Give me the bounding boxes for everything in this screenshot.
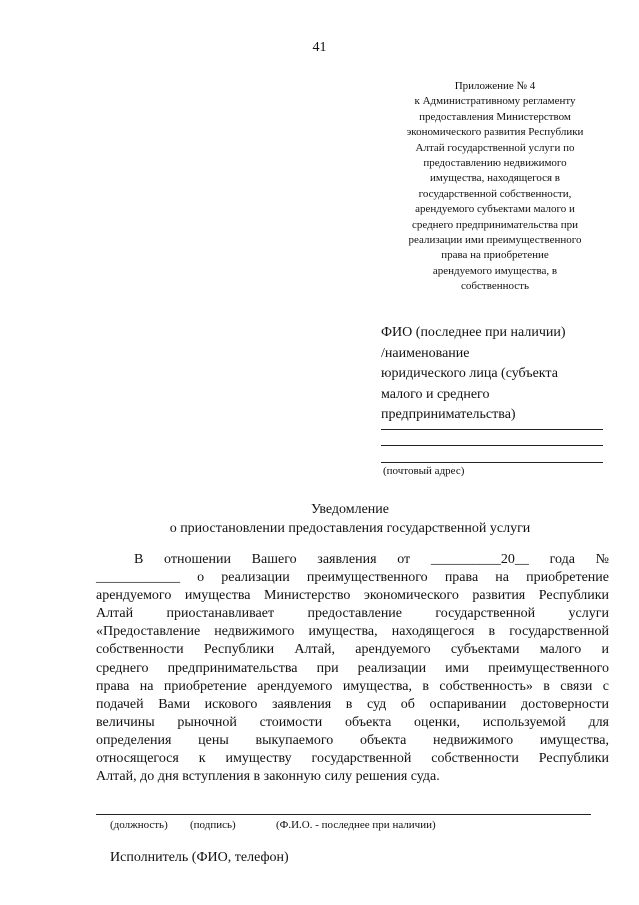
address-line [381, 429, 603, 430]
appendix-header [370, 79, 620, 295]
notice-body [96, 551, 609, 786]
body-line: среднего предпринимательства при реализации ими преимущественного [96, 660, 609, 676]
body-line: величины рыночной стоимости объекта оценки, используемой для [96, 714, 609, 730]
appendix-line: предоставлению недвижимого [423, 157, 567, 170]
signature-line [96, 814, 591, 815]
title-main: Уведомление [310, 502, 389, 517]
appendix-line: реализации ими преимущественного [408, 234, 582, 247]
title-subtitle: о приостановлении предоставления государственной услуги [169, 521, 531, 536]
body-line: права на приобретение арендуемого имущества, в собственность» в связи с [96, 678, 609, 694]
appendix-line: к Административному регламенту [414, 95, 576, 108]
recipient-line: юридического лица (субъекта [381, 366, 558, 381]
body-line: «Предоставление недвижимого имущества, находящегося в государственной [96, 624, 609, 640]
appendix-line: собственность [461, 280, 529, 293]
recipient-line: предпринимательства) [381, 407, 516, 422]
position-label: (должность) [110, 819, 168, 831]
body-line: собственности Республики Алтай, арендуемого субъектами малого и [96, 642, 609, 658]
body-line: подачей Вами искового заявления в суд об оспаривании достоверности [96, 696, 609, 712]
address-line [381, 462, 603, 463]
body-line: В отношении Вашего заявления от __________20__ года № [134, 552, 609, 567]
recipient-line: малого и среднего [381, 386, 490, 402]
executor-label: Исполнитель (ФИО, телефон) [110, 850, 289, 865]
body-line: относящегося к имуществу государственной собственности Республики [96, 751, 609, 767]
appendix-line: имущества, находящегося в [429, 172, 561, 185]
body-line: ____________ о реализации преимущественного права на приобретение [96, 570, 609, 586]
postal-address-label: (почтовый адрес) [383, 465, 465, 477]
appendix-line: государственной собственности, [418, 187, 572, 200]
document-title [0, 500, 639, 538]
name-label: (Ф.И.О. - последнее при наличии) [276, 819, 436, 831]
appendix-line: предоставления Министерством [419, 110, 571, 123]
recipient-line: /наименование [381, 345, 470, 361]
recipient-line: ФИО (последнее при наличии) [381, 325, 566, 340]
body-line: определения цены выкупаемого объекта недвижимого имущества, [96, 732, 609, 748]
body-line: Алтай, до дня вступления в законную силу решения суда. [96, 769, 440, 785]
appendix-line: права на приобретение [441, 249, 549, 262]
appendix-line: арендуемого субъектами малого и [415, 203, 575, 216]
appendix-line: среднего предпринимательства при [411, 218, 579, 231]
appendix-line: Приложение № 4 [454, 80, 536, 92]
appendix-line: арендуемого имущества, в [432, 264, 558, 277]
body-line: Алтай приостанавливает предоставление государственной услуги [96, 606, 609, 622]
appendix-line: Алтай государственной услуги по [415, 141, 575, 154]
appendix-line: экономического развития Республики [406, 126, 584, 139]
body-line: арендуемого имущества Министерство экономического развития Республики [96, 588, 609, 604]
recipient-block [381, 323, 611, 426]
page-number: 41 [312, 40, 327, 55]
address-line [381, 445, 603, 446]
signature-label: (подпись) [190, 819, 236, 831]
